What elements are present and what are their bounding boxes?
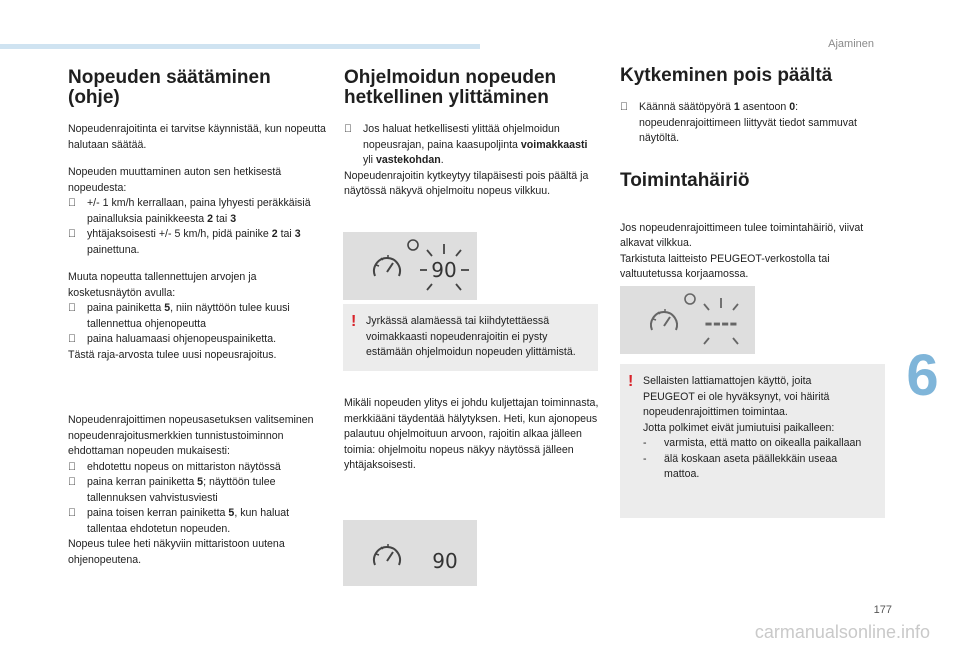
heading-fault: Toimintahäiriö xyxy=(620,169,750,191)
exclamation-icon: ! xyxy=(351,313,357,330)
speed-limiter-icon xyxy=(343,520,477,586)
limiter-display-steady xyxy=(343,520,477,586)
list-item: paina kerran painiketta 5; näyttöön tulee tallennuksen vahvistusviesti xyxy=(68,475,326,506)
list-item: paina painiketta 5, niin näyttöön tulee kuusi tallennettua ohjenopeutta xyxy=(68,301,326,332)
list-item: Jos haluat hetkellisesti ylittää ohjelmoidun nopeusrajan, paina kaasupoljinta voimakkaasti yli vastekohdan. xyxy=(344,122,599,169)
paragraph: Nopeuden muuttaminen auton sen hetkisestä nopeudesta: xyxy=(68,166,282,194)
paragraph: Tästä raja-arvosta tulee uusi nopeusrajoitus. xyxy=(68,348,277,361)
limiter-display-fault xyxy=(620,286,755,354)
arrow-bullet-icon xyxy=(68,460,87,476)
list-item: paina haluamaasi ohjenopeuspainiketta. xyxy=(68,332,326,348)
arrow-bullet-icon xyxy=(68,301,87,332)
speed-limiter-icon xyxy=(343,232,477,300)
list-item: yhtäjaksoisesti +/- 5 km/h, pidä painike 2 tai 3 painettuna. xyxy=(68,227,326,258)
arrow-bullet-icon xyxy=(68,227,87,258)
heading-switch-off: Kytkeminen pois päältä xyxy=(620,65,833,86)
watermark: carmanualsonline.info xyxy=(754,622,930,642)
section-label: Ajaminen xyxy=(828,38,874,50)
paragraph: Jos nopeudenrajoittimeen tulee toimintahäiriö, viivat alkavat vilkkua. xyxy=(620,221,864,249)
heading-override: Ohjelmoidun nopeuden hetkellinen ylittäminen xyxy=(344,67,557,108)
paragraph: Muuta nopeutta tallennettujen arvojen ja kosketusnäytön avulla: xyxy=(68,271,257,299)
header-bar xyxy=(0,44,480,49)
arrow-bullet-icon xyxy=(68,332,87,348)
arrow-bullet-icon xyxy=(68,475,87,506)
svg-text:----: ---- xyxy=(704,311,738,335)
warning-box: ! Jyrkässä alamäessä tai kiihdytettäessä voimakkaasti nopeudenrajoitin ei pysty estämään ohjelmoidun nopeuden ylittämistä. xyxy=(343,304,598,371)
arrow-bullet-icon xyxy=(620,100,639,147)
page-number: 177 xyxy=(873,604,892,616)
svg-text:90: 90 xyxy=(431,258,457,282)
paragraph: Nopeudenrajoitin kytkeytyy tilapäisesti pois päältä ja näytössä näkyvä ohjelmoitu nopeus vilkkuu. xyxy=(344,169,589,197)
paragraph: Nopeudenrajoittimen nopeusasetuksen valitseminen nopeudenrajoitusmerkkien tunnistustoiminnon ehdottaman nopeuden mukaisesti: xyxy=(68,414,314,457)
paragraph: Tarkistuta laitteisto PEUGEOT-verkostolla tai valtuutetussa korjaamossa. xyxy=(620,252,830,280)
speed-limiter-icon xyxy=(620,286,755,354)
arrow-bullet-icon xyxy=(344,122,363,169)
chapter-number: 6 xyxy=(906,343,939,408)
paragraph: Nopeus tulee heti näkyviin mittaristoon uutena ohjenopeutena. xyxy=(68,538,285,566)
paragraph: Mikäli nopeuden ylitys ei johdu kuljettajan toiminnasta, merkkiääni täydentää hälytyksen. Heti, kun ajonopeus palautuu ohjelmoituun arvoon, rajoitin alkaa jälleen toimia: ohjelmoitu nopeus näkyy näytössä jälleen yhtäjaksoisesti. xyxy=(344,397,599,471)
column-speed-adjust xyxy=(68,68,326,568)
arrow-bullet-icon xyxy=(68,196,87,227)
list-item: paina toisen kerran painiketta 5, kun haluat tallentaa ehdotetun nopeuden. xyxy=(68,506,326,537)
limiter-display-flashing xyxy=(343,232,477,300)
column-off-fault xyxy=(620,66,875,283)
list-item: - älä koskaan aseta päällekkäin useaa mattoa. xyxy=(643,452,838,480)
exclamation-icon: ! xyxy=(628,373,634,390)
heading-speed-adjust: Nopeuden säätäminen (ohje) xyxy=(68,67,271,108)
list-item: +/- 1 km/h kerrallaan, paina lyhyesti peräkkäisiä painalluksia painikkeesta 2 tai 3 xyxy=(68,196,326,227)
warning-box: ! Sellaisten lattiamattojen käyttö, joita PEUGEOT ei ole hyväksynyt, voi häiritä nopeudenrajoittimen toimintaa. Jotta polkimet eivät jumiutuisi paikalleen: - varmista, että matto on oikealla paikallaan - älä koskaan aseta päällekkäin useaa mattoa. xyxy=(620,364,885,518)
list-item: ehdotettu nopeus on mittariston näytössä xyxy=(68,460,326,476)
list-item: Käännä säätöpyörä 1 asentoon 0: nopeudenrajoittimeen liittyvät tiedot sammuvat näytöltä. xyxy=(620,100,875,147)
paragraph: Nopeudenrajoitinta ei tarvitse käynnistää, kun nopeutta halutaan säätää. xyxy=(68,123,326,151)
arrow-bullet-icon xyxy=(68,506,87,537)
list-item: - varmista, että matto on oikealla paikallaan xyxy=(643,437,862,449)
svg-text:90: 90 xyxy=(432,549,458,573)
column-override xyxy=(344,68,599,200)
